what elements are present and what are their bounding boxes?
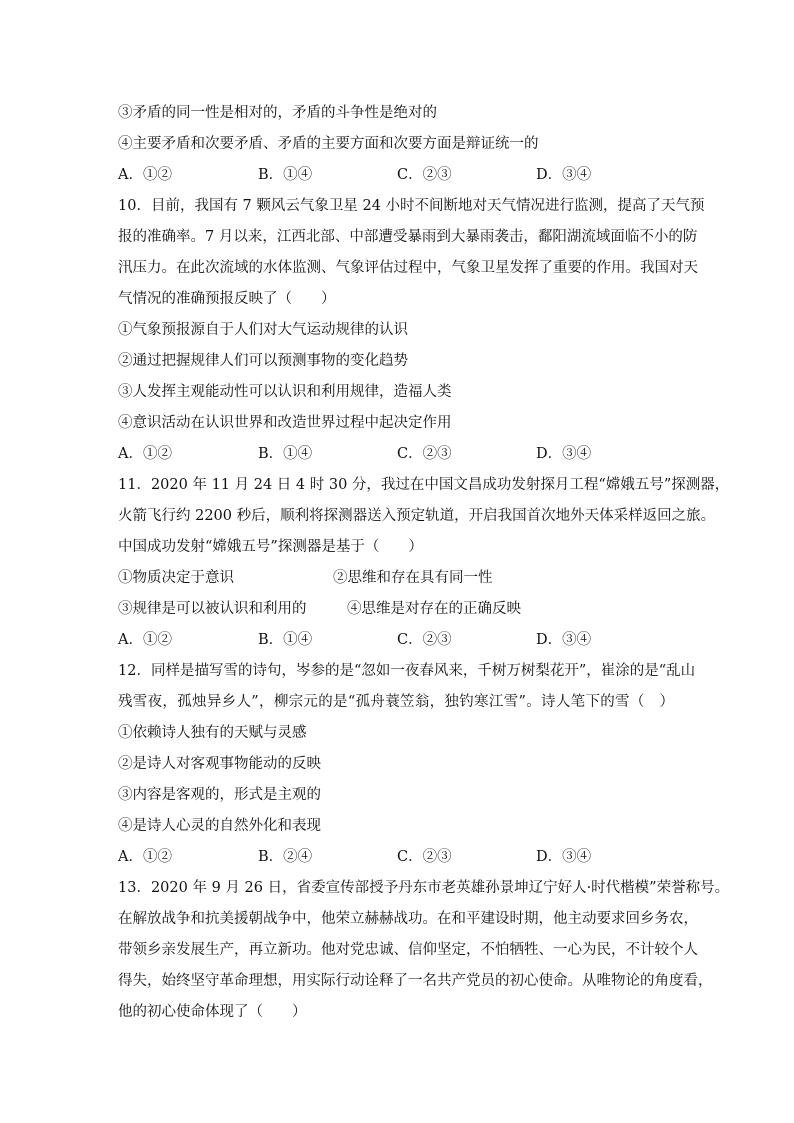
q10-option-b: B．①④ <box>258 446 313 462</box>
q11-item-3: ③规律是可以被认识和利用的 <box>118 601 307 617</box>
q11-item-2: ②思维和存在具有同一性 <box>333 570 493 586</box>
q10-option-a: A．①② <box>118 446 172 462</box>
prev-option-c: C．②③ <box>397 167 452 183</box>
q12-option-c: C．②③ <box>397 849 452 865</box>
prev-item-4: ④主要矛盾和次要矛盾、矛盾的主要方面和次要方面是辩证统一的 <box>118 136 539 152</box>
q12-option-b: B．②④ <box>258 849 313 865</box>
q10-option-d: D．③④ <box>536 446 592 462</box>
q13-stem-line: 在解放战争和抗美援朝战争中，他荣立赫赫战功。在和平建设时期，他主动要求回乡务农， <box>118 911 698 927</box>
q10-stem-line: 10．目前，我国有 7 颗风云气象卫星 24 小时不间断地对天气情况进行监测，提高了天气预 <box>118 198 705 214</box>
q11-item-4: ④思维是对存在的正确反映 <box>347 601 521 617</box>
q11-option-d: D．③④ <box>536 632 592 648</box>
prev-item-3: ③矛盾的同一性是相对的，矛盾的斗争性是绝对的 <box>118 105 437 121</box>
q13-stem-line: 他的初心使命体现了（ ） <box>118 1004 307 1020</box>
q12-item-3: ③内容是客观的，形式是主观的 <box>118 787 321 803</box>
q12-item-1: ①依赖诗人独有的天赋与灵感 <box>118 725 307 741</box>
q12-item-2: ②是诗人对客观事物能动的反映 <box>118 756 321 772</box>
q11-option-c: C．②③ <box>397 632 452 648</box>
prev-option-b: B．①④ <box>258 167 313 183</box>
q11-stem-line: 中国成功发射“嫦娥五号”探测器是基于（ ） <box>118 539 423 555</box>
q11-stem-line: 11．2020 年 11 月 24 日 4 时 30 分，我过在中国文昌成功发射探月工程“嫦娥五号”探测器， <box>118 477 730 493</box>
q13-stem-line: 13．2020 年 9 月 26 日，省委宣传部授予丹东市老英雄孙景坤辽宁好人·时代楷模”荣誉称号。 <box>118 880 730 896</box>
q11-stem-line: 火箭飞行约 2200 秒后，顺利将探测器送入预定轨道，开启我国首次地外天体采样返回之旅。 <box>118 508 716 524</box>
q11-option-a: A．①② <box>118 632 172 648</box>
q10-stem-line: 气情况的准确预报反映了（ ） <box>118 291 336 307</box>
q13-stem-line: 带领乡亲发展生产，再立新功。他对党忠诚、信仰坚定，不怕牺牲、一心为民，不计较个人 <box>118 942 698 958</box>
q10-item-2: ②通过把握规律人们可以预测事物的变化趋势 <box>118 353 408 369</box>
q10-item-4: ④意识活动在认识世界和改造世界过程中起决定作用 <box>118 415 452 431</box>
q12-item-4: ④是诗人心灵的自然外化和表现 <box>118 818 321 834</box>
q12-option-d: D．③④ <box>536 849 592 865</box>
q11-item-1: ①物质决定于意识 <box>118 570 234 586</box>
prev-option-d: D．③④ <box>536 167 592 183</box>
q12-stem-line: 残雪夜，孤烛异乡人”，柳宗元的是“孤舟蓑笠翁，独钓寒江雪”。诗人笔下的雪（ ） <box>118 694 674 710</box>
prev-option-a: A．①② <box>118 167 172 183</box>
q10-stem-line: 汛压力。在此次流域的水体监测、气象评估过程中，气象卫星发挥了重要的作用。我国对天 <box>118 260 698 276</box>
q12-option-a: A．①② <box>118 849 172 865</box>
q13-stem-line: 得失，始终坚守革命理想，用实际行动诠释了一名共产党员的初心使命。从唯物论的角度看， <box>118 973 713 989</box>
q11-option-b: B．①④ <box>258 632 313 648</box>
q12-stem-line: 12．同样是描写雪的诗句，岑参的是“忽如一夜春风来，千树万树梨花开”，崔涂的是“乱山 <box>118 663 696 679</box>
q10-option-c: C．②③ <box>397 446 452 462</box>
q10-item-1: ①气象预报源自于人们对大气运动规律的认识 <box>118 322 408 338</box>
q10-stem-line: 报的准确率。7 月以来，江西北部、中部遭受暴雨到大暴雨袭击，鄱阳湖流域面临不小的防 <box>118 229 698 245</box>
q10-item-3: ③人发挥主观能动性可以认识和利用规律，造福人类 <box>118 384 452 400</box>
